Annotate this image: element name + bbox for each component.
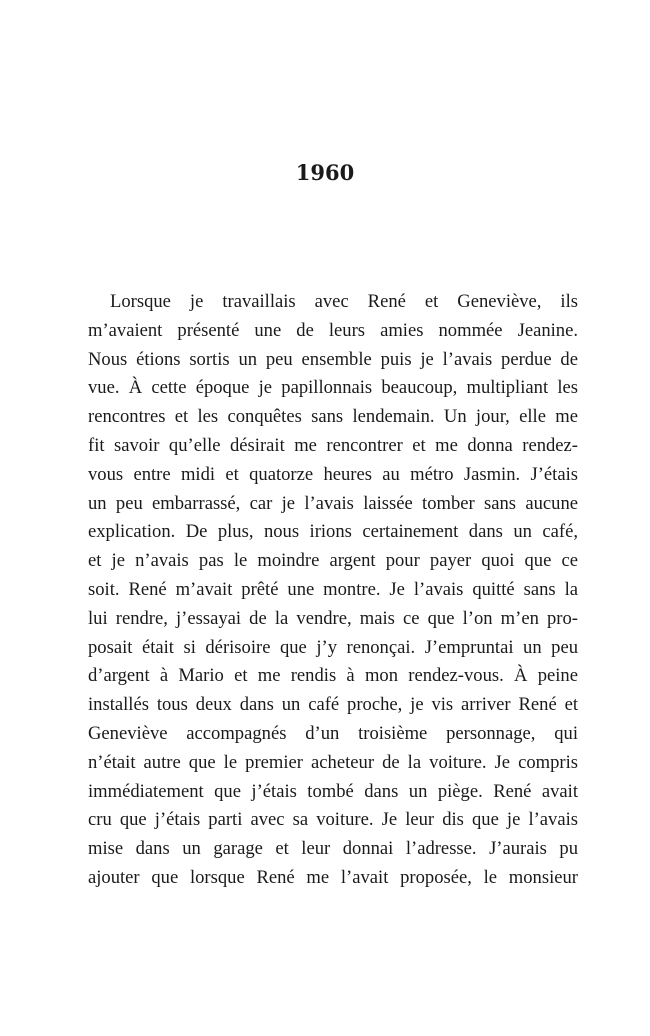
text-line: mise dans un garage et leur donnai l’adresse. J’aurais pu xyxy=(88,838,578,860)
text-line: d’argent à Mario et me rendis à mon rendez-vous. À peine xyxy=(88,665,578,687)
text-line: fit savoir qu’elle désirait me rencontrer et me donna rendez- xyxy=(88,434,578,456)
text-line: soit. René m’avait prêté une montre. Je l’avais quitté sans la xyxy=(88,578,578,600)
text-line: m’avaient présenté une de leurs amies nommée Jeanine. xyxy=(88,319,578,341)
text-line: explication. De plus, nous irions certainement dans un café, xyxy=(88,521,578,543)
body-paragraph xyxy=(88,288,578,893)
chapter-title: 1960 xyxy=(295,160,355,185)
text-line: installés tous deux dans un café proche, je vis arriver René et xyxy=(88,694,578,716)
text-line: vue. À cette époque je papillonnais beaucoup, multipliant les xyxy=(88,377,578,399)
text-line: un peu embarrassé, car je l’avais laissée tomber sans aucune xyxy=(88,492,578,514)
text-line: posait était si dérisoire que j’y renonçai. J’empruntai un peu xyxy=(88,636,578,658)
text-line: vous entre midi et quatorze heures au métro Jasmin. J’étais xyxy=(88,463,578,485)
text-line: Lorsque je travaillais avec René et Geneviève, ils xyxy=(110,291,578,312)
text-line: n’était autre que le premier acheteur de la voiture. Je compris xyxy=(88,751,578,773)
text-line: lui rendre, j’essayai de la vendre, mais ce que l’on m’en pro- xyxy=(88,607,578,629)
text-line: rencontres et les conquêtes sans lendemain. Un jour, elle me xyxy=(88,406,578,428)
text-line: et je n’avais pas le moindre argent pour payer quoi que ce xyxy=(88,550,578,572)
text-line: cru que j’étais parti avec sa voiture. Je leur dis que je l’avais xyxy=(88,809,578,831)
text-line: ajouter que lorsque René me l’avait proposée, le monsieur xyxy=(88,866,578,888)
text-line: Geneviève accompagnés d’un troisième personnage, qui xyxy=(88,722,578,744)
text-line: immédiatement que j’étais tombé dans un piège. René avait xyxy=(88,780,578,802)
text-line: Nous étions sortis un peu ensemble puis je l’avais perdue de xyxy=(88,348,578,370)
